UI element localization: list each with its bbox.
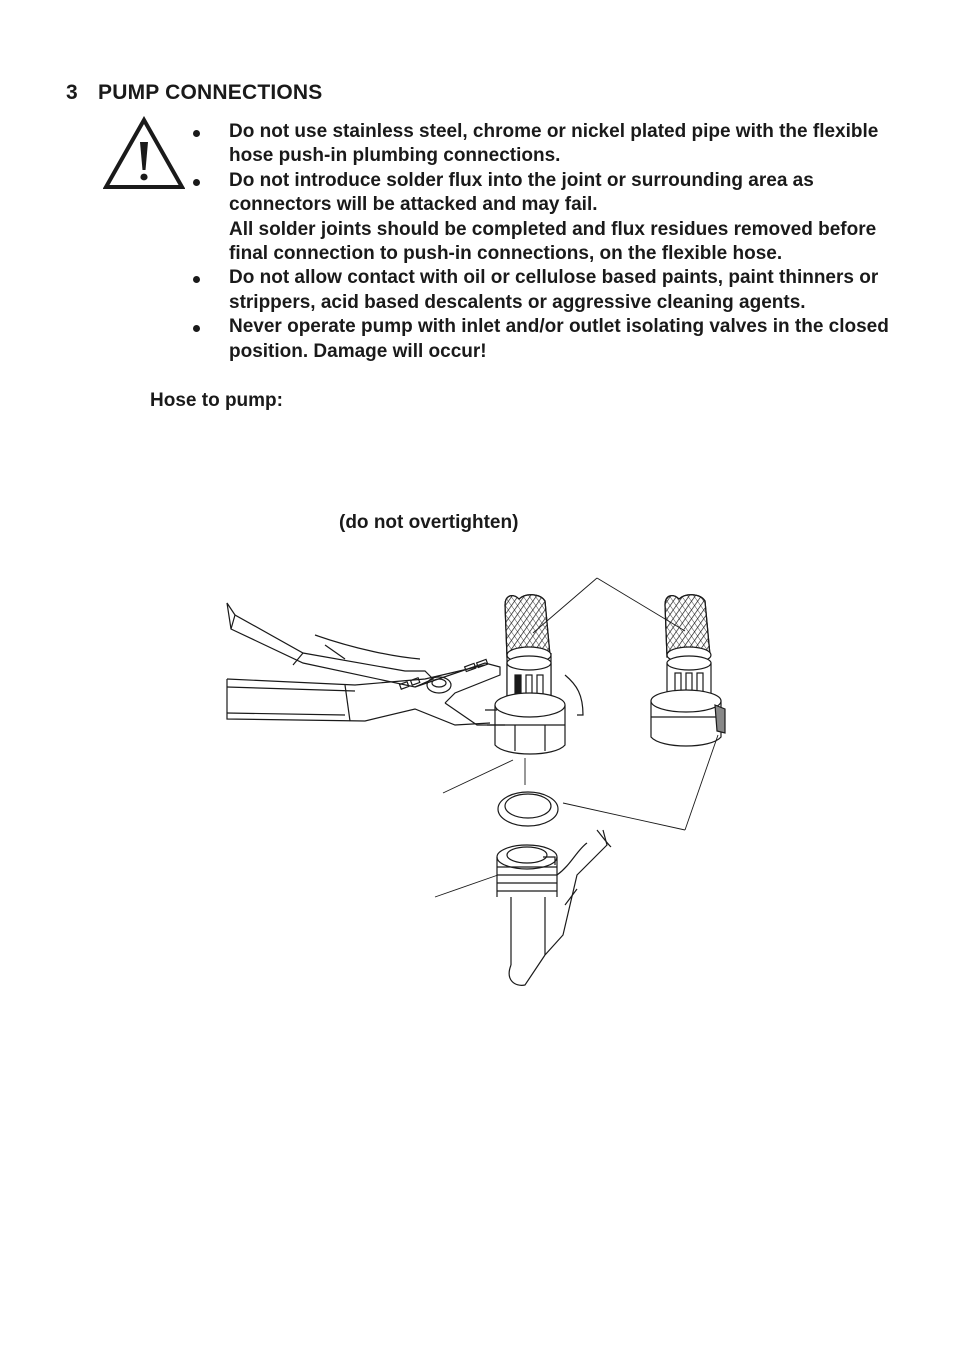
rule-text: Never operate pump with inlet and/or outlet isolating valves in the closed position. Damage will occur! (229, 316, 889, 362)
pump-outlet-fitting (497, 830, 611, 985)
rule-item (193, 120, 913, 169)
hose-to-pump-connection-illustration (215, 575, 735, 995)
bullet-icon (193, 325, 200, 332)
warning-triangle-icon (103, 116, 185, 190)
safety-rules-list (193, 120, 913, 364)
rule-item (193, 266, 913, 315)
pliers-drawing (227, 603, 505, 725)
rule-text: Do not allow contact with oil or cellulose based paints, paint thinners or strippers, acid based descalents or aggressive cleaning agents. (229, 267, 879, 313)
section-number: 3 (66, 81, 78, 104)
sealing-washer (498, 792, 558, 826)
rule-item (193, 169, 913, 267)
section-title: PUMP CONNECTIONS (98, 81, 323, 104)
hose-to-pump-label: Hose to pump: (150, 390, 283, 411)
bullet-icon (193, 130, 200, 137)
tighten-note: (do not overtighten) (339, 512, 519, 533)
rule-text: Do not use stainless steel, chrome or nickel plated pipe with the flexible hose push-in plumbing connections. (229, 121, 879, 167)
bullet-icon (193, 276, 200, 283)
rule-item (193, 315, 913, 364)
section-heading (66, 81, 323, 105)
rule-text: Do not introduce solder flux into the joint or surrounding area as connectors will be attacked and may fail. (229, 169, 814, 216)
rule-text: All solder joints should be completed and flux residues removed before final connection to push-in connections, on the flexible hose. (229, 218, 877, 265)
bullet-icon (193, 179, 200, 186)
